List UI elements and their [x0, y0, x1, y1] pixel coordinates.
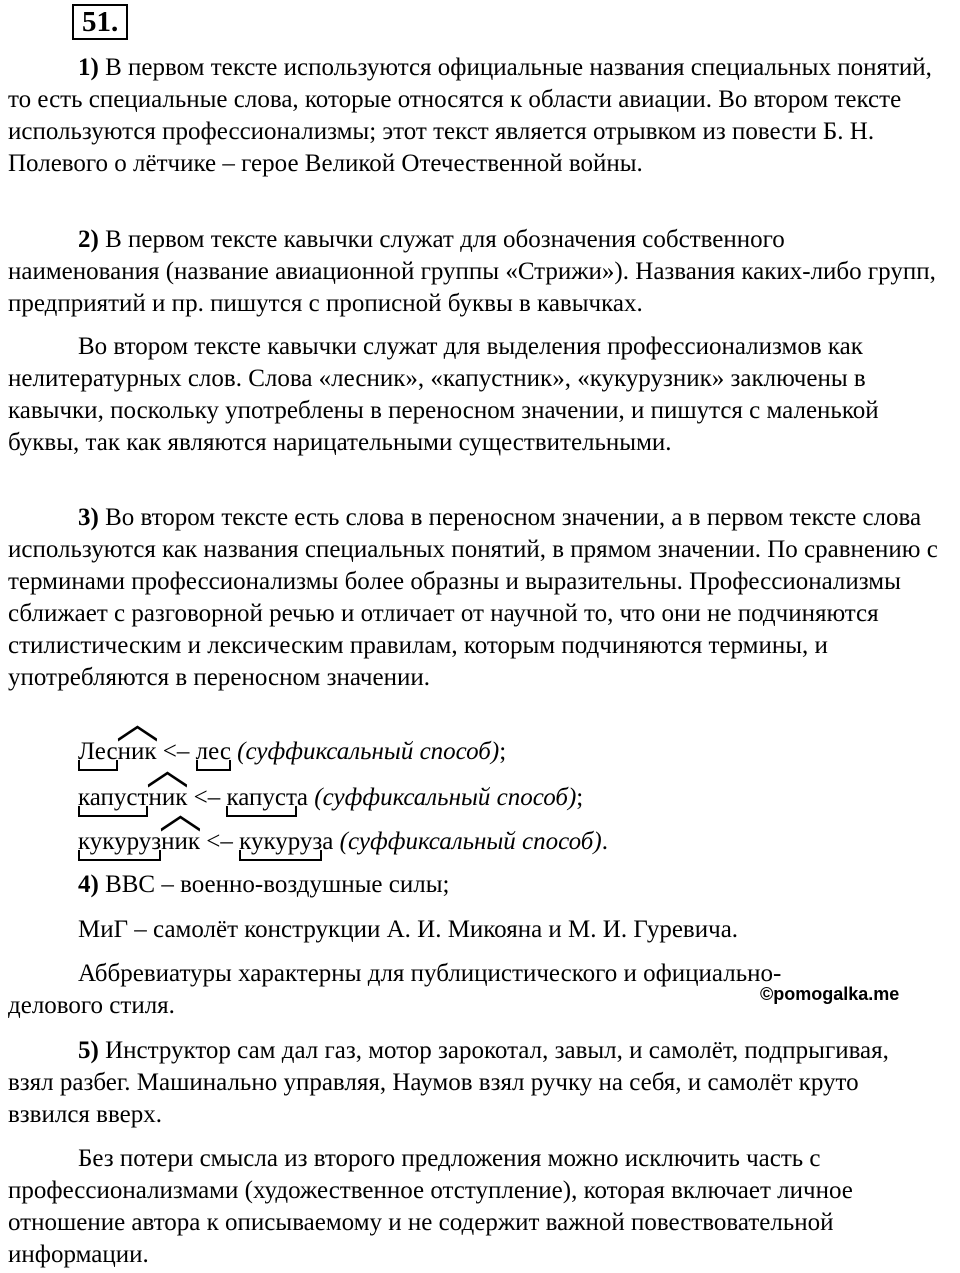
paragraph-2b	[8, 331, 938, 459]
root-mark	[226, 806, 296, 817]
root-mark	[78, 850, 161, 861]
paragraph-2b-text: Во втором тексте кавычки служат для выделения профессионализмов как нелитературных слов. Слова «лесник», «капустник», «кукурузник» заключены в кавычки, поскольку употреблены в переносном значении, и пишутся с маленькой буквы, так как являются нарицательными существительными.	[8, 333, 879, 456]
paragraph-4-text	[8, 958, 858, 1022]
item-number-1: 1)	[78, 54, 99, 81]
paragraph-2-text: В первом тексте кавычки служат для обозначения собственного наименования (название авиационной группы «Стрижи»). Названия каких-либо групп, предприятий и пр. пишутся с прописной буквы в кавычках.	[8, 226, 936, 317]
line-end: .	[601, 828, 608, 855]
derived-word	[78, 826, 200, 858]
root-mark	[78, 806, 148, 817]
paragraph-4-line-2: МиГ – самолёт конструкции А. И. Микояна и М. И. Гуревича.	[78, 916, 739, 943]
paragraph-2	[8, 224, 938, 320]
line-end: ;	[499, 738, 507, 765]
watermark: ©pomogalka.me	[760, 984, 900, 1004]
root-mark	[239, 850, 322, 861]
base-ending: а	[322, 828, 334, 855]
root-mark	[196, 760, 231, 771]
paragraph-6-text: Без потери смысла из второго предложения можно исключить часть с профессионализмами (художественное отступление), которая включает личное отношение автора к описываемому и не содержит важной повествовательной информации.	[8, 1145, 853, 1268]
suffix-mark	[161, 816, 200, 830]
root-mark	[78, 760, 118, 771]
derived-root: капуст	[78, 782, 148, 814]
task-number: 51.	[72, 4, 128, 40]
paragraph-6	[8, 1143, 938, 1271]
paragraph-5	[8, 1035, 938, 1131]
paragraph-4-line-1-text: ВВС – военно-воздушные силы;	[98, 871, 450, 898]
derived-root: кукуруз	[78, 826, 161, 858]
arrow: <–	[156, 738, 196, 765]
method: (суффиксальный способ)	[230, 738, 500, 765]
item-number-4: 4)	[78, 871, 99, 898]
base-root: кукуруз	[239, 826, 322, 858]
word-formation-row	[78, 826, 608, 858]
derived-suffix: ник	[161, 826, 200, 858]
word-formation-row	[78, 782, 583, 814]
word-formation-row	[78, 736, 506, 768]
method: (суффиксальный способ)	[308, 784, 577, 811]
paragraph-3-text: Во втором тексте есть слова в переносном значении, а в первом тексте слова используются как названия специальных понятий, в прямом значении. По сравнению с терминами профессионализмы более образны и выразительны. Профессионализмы сближает с разговорной речью и отличает от научной то, что они не подчиняются стилистическим и лексическим правилам, которым подчиняются термины, и употребляются в переносном значении.	[8, 504, 938, 691]
derived-word	[78, 736, 157, 768]
paragraph-5-text: Инструктор сам дал газ, мотор зарокотал, завыл, и самолёт, подпрыгивая, взял разбег. Машинально управляя, Наумов взял ручку на себя, и самолёт круто взвился вверх.	[8, 1037, 889, 1128]
method: (суффиксальный способ)	[333, 828, 602, 855]
base-ending: а	[296, 784, 308, 811]
arrow: <–	[187, 784, 227, 811]
derived-suffix: ник	[118, 736, 157, 768]
paragraph-3	[8, 502, 938, 694]
base-root: лес	[196, 736, 231, 768]
line-end: ;	[576, 784, 584, 811]
paragraph-1	[8, 52, 938, 180]
paragraph-1-text: В первом тексте используются официальные названия специальных понятий, то есть специальные слова, которые относятся к области авиации. Во втором тексте используются профессионализмы; этот текст является отрывком из повести Б. Н. Полевого о лётчике – герое Великой Отечественной войны.	[8, 54, 932, 177]
paragraph-4-body: Аббревиатуры характерны для публицистического и официально-делового стиля.	[8, 960, 782, 1019]
item-number-5: 5)	[78, 1037, 99, 1064]
suffix-mark	[118, 726, 157, 740]
derived-suffix: ник	[148, 782, 187, 814]
paragraph-4-line-1	[78, 869, 449, 901]
derived-word	[78, 782, 187, 814]
suffix-mark	[148, 772, 187, 786]
base-root: капуст	[226, 782, 296, 814]
arrow: <–	[200, 828, 240, 855]
item-number-3: 3)	[78, 504, 99, 531]
item-number-2: 2)	[78, 226, 99, 253]
derived-root: Лес	[78, 736, 118, 768]
